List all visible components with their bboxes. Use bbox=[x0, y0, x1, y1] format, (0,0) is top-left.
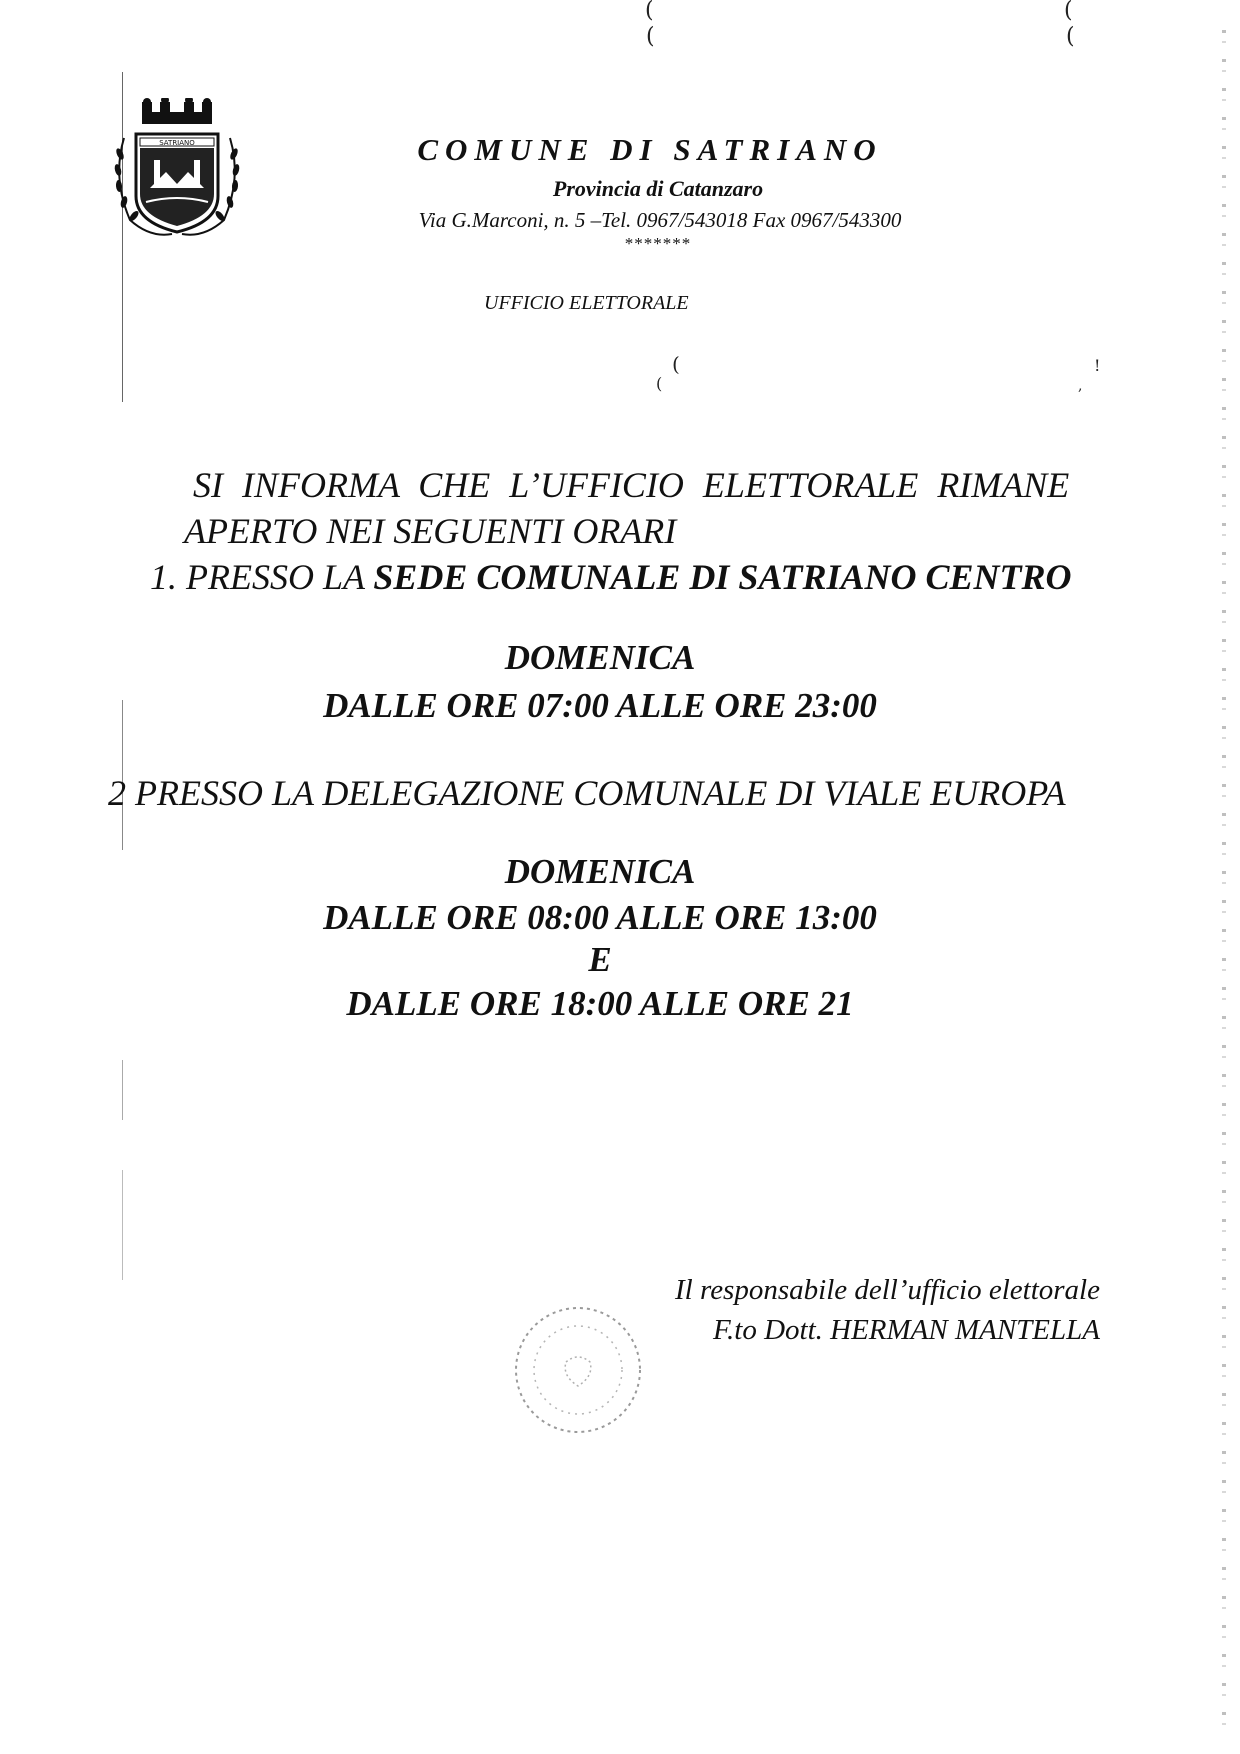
scan-mark: ( bbox=[672, 352, 680, 376]
location-2: 2 PRESSO LA DELEGAZIONE COMUNALE DI VIALE EUROPA bbox=[108, 773, 1066, 813]
scan-mark: , bbox=[1078, 378, 1083, 394]
schedule-1-day: DOMENICA bbox=[504, 638, 696, 677]
scan-edge-noise bbox=[1222, 30, 1226, 1730]
notice-intro-line1: SI INFORMA CHE L’UFFICIO ELETTORALE RIMANE bbox=[193, 465, 1070, 505]
header-separator: ******* bbox=[624, 234, 692, 253]
municipality-name: COMUNE DI SATRIANO bbox=[417, 132, 883, 167]
scan-margin-line bbox=[122, 1060, 123, 1120]
schedule-2-conjunction: E bbox=[588, 940, 612, 979]
scan-mark: ( bbox=[646, 24, 655, 49]
scan-mark: ( bbox=[656, 374, 663, 393]
contact-address: Via G.Marconi, n. 5 –Tel. 0967/543018 Fax 0967/543300 bbox=[418, 208, 902, 232]
signatory-role: Il responsabile dell’ufficio elettorale bbox=[675, 1274, 1100, 1306]
crest-label: SATRIANO bbox=[159, 139, 195, 147]
scan-mark: ( bbox=[1066, 24, 1075, 49]
schedule-2-hours-evening: DALLE ORE 18:00 ALLE ORE 21 bbox=[346, 984, 854, 1023]
notice-intro-line2: APERTO NEI SEGUENTI ORARI bbox=[184, 511, 677, 551]
province-name: Provincia di Catanzaro bbox=[552, 176, 764, 201]
schedule-2-hours-morning: DALLE ORE 08:00 ALLE ORE 13:00 bbox=[323, 898, 877, 937]
location-1-name: SEDE COMUNALE DI SATRIANO CENTRO bbox=[373, 557, 1072, 597]
scan-margin-line bbox=[122, 1170, 123, 1280]
schedule-1-hours: DALLE ORE 07:00 ALLE ORE 23:00 bbox=[323, 686, 877, 725]
location-1-prefix: 1. PRESSO LA bbox=[150, 557, 374, 597]
schedule-2-day: DOMENICA bbox=[504, 852, 696, 891]
location-1 bbox=[150, 556, 1072, 598]
scan-mark: ( bbox=[645, 0, 654, 23]
office-label: UFFICIO ELETTORALE bbox=[484, 292, 689, 314]
signatory-name: F.to Dott. HERMAN MANTELLA bbox=[713, 1314, 1100, 1346]
scan-mark: ! bbox=[1094, 356, 1101, 375]
scan-mark: ( bbox=[1064, 0, 1073, 23]
